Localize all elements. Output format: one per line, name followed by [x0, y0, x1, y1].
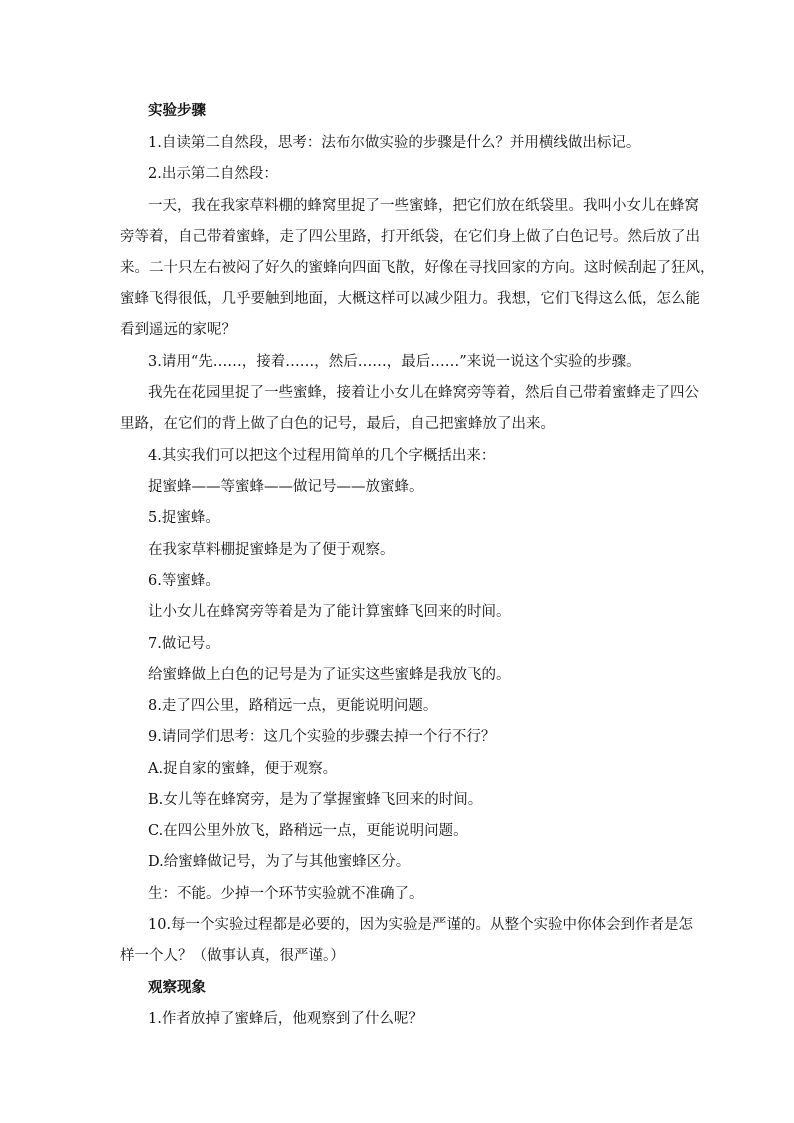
option-a: A.捉自家的蜜蜂，便于观察。 [148, 761, 338, 777]
question-9: 9.请同学们思考：这几个实验的步骤去掉一个行不行？ [148, 729, 496, 745]
summary-line: 捉蜜蜂——等蜜蜂——做记号——放蜜蜂。 [148, 479, 424, 495]
passage-line: 一天，我在我家草料棚的蜂窝里捉了一些蜜蜂，把它们放在纸袋里。我叫小女儿在蜂窝 [148, 198, 699, 214]
option-c: C.在四公里外放飞，路稍远一点，更能说明问题。 [148, 823, 468, 839]
heading-observation: 观察现象 [148, 979, 206, 996]
answer-6: 让小女儿在蜂窝旁等着是为了能计算蜜蜂飞回来的时间。 [148, 604, 511, 620]
step-8: 8.走了四公里，路稍远一点，更能说明问题。 [148, 698, 438, 714]
question-2: 2.出示第二自然段： [148, 166, 278, 182]
question-10-line: 10.每一个实验过程都是必要的，因为实验是严谨的。从整个实验中你体会到作者是怎 [148, 917, 694, 933]
step-6: 6.等蜜蜂。 [148, 573, 220, 589]
answer-5: 在我家草料棚捉蜜蜂是为了便于观察。 [148, 542, 395, 558]
observation-question-1: 1.作者放掉了蜜蜂后，他观察到了什么呢？ [148, 1011, 423, 1027]
step-7: 7.做记号。 [148, 636, 220, 652]
passage-line: 看到遥远的家呢？ [120, 322, 236, 338]
passage-line: 来。二十只左右被闷了好久的蜜蜂向四面飞散，好像在寻找回家的方向。这时候刮起了狂风， [120, 260, 715, 276]
student-answer: 生：不能。少掉一个环节实验就不准确了。 [148, 886, 424, 902]
answer-7: 给蜜蜂做上白色的记号是为了证实这些蜜蜂是我放飞的。 [148, 667, 511, 683]
option-d: D.给蜜蜂做记号，为了与其他蜜蜂区分。 [148, 854, 411, 870]
question-10-line: 样一个人？（做事认真，很严谨。） [120, 948, 345, 964]
passage-line: 蜜蜂飞得很低，几乎要触到地面，大概这样可以减少阻力。我想，它们飞得这么低，怎么能 [120, 291, 700, 307]
passage-line: 旁等着，自己带着蜜蜂，走了四公里路，打开纸袋，在它们身上做了白色记号。然后放了出 [120, 229, 700, 245]
heading-experiment-steps: 实验步骤 [148, 102, 206, 119]
answer-3-line: 我先在花园里捉了一些蜜蜂，接着让小女儿在蜂窝旁等着，然后自己带着蜜蜂走了四公 [148, 385, 699, 401]
answer-3-line: 里路，在它们的背上做了白色的记号，最后，自己把蜜蜂放了出来。 [120, 416, 555, 432]
question-3: 3.请用“先……，接着……，然后……，最后……”来说一说这个实验的步骤。 [148, 354, 641, 370]
question-1: 1.自读第二自然段，思考：法布尔做实验的步骤是什么？并用横线做出标记。 [148, 135, 641, 151]
question-4: 4.其实我们可以把这个过程用简单的几个字概括出来： [148, 448, 496, 464]
option-b: B.女儿等在蜂窝旁，是为了掌握蜜蜂飞回来的时间。 [148, 792, 483, 808]
step-5: 5.捉蜜蜂。 [148, 510, 220, 526]
